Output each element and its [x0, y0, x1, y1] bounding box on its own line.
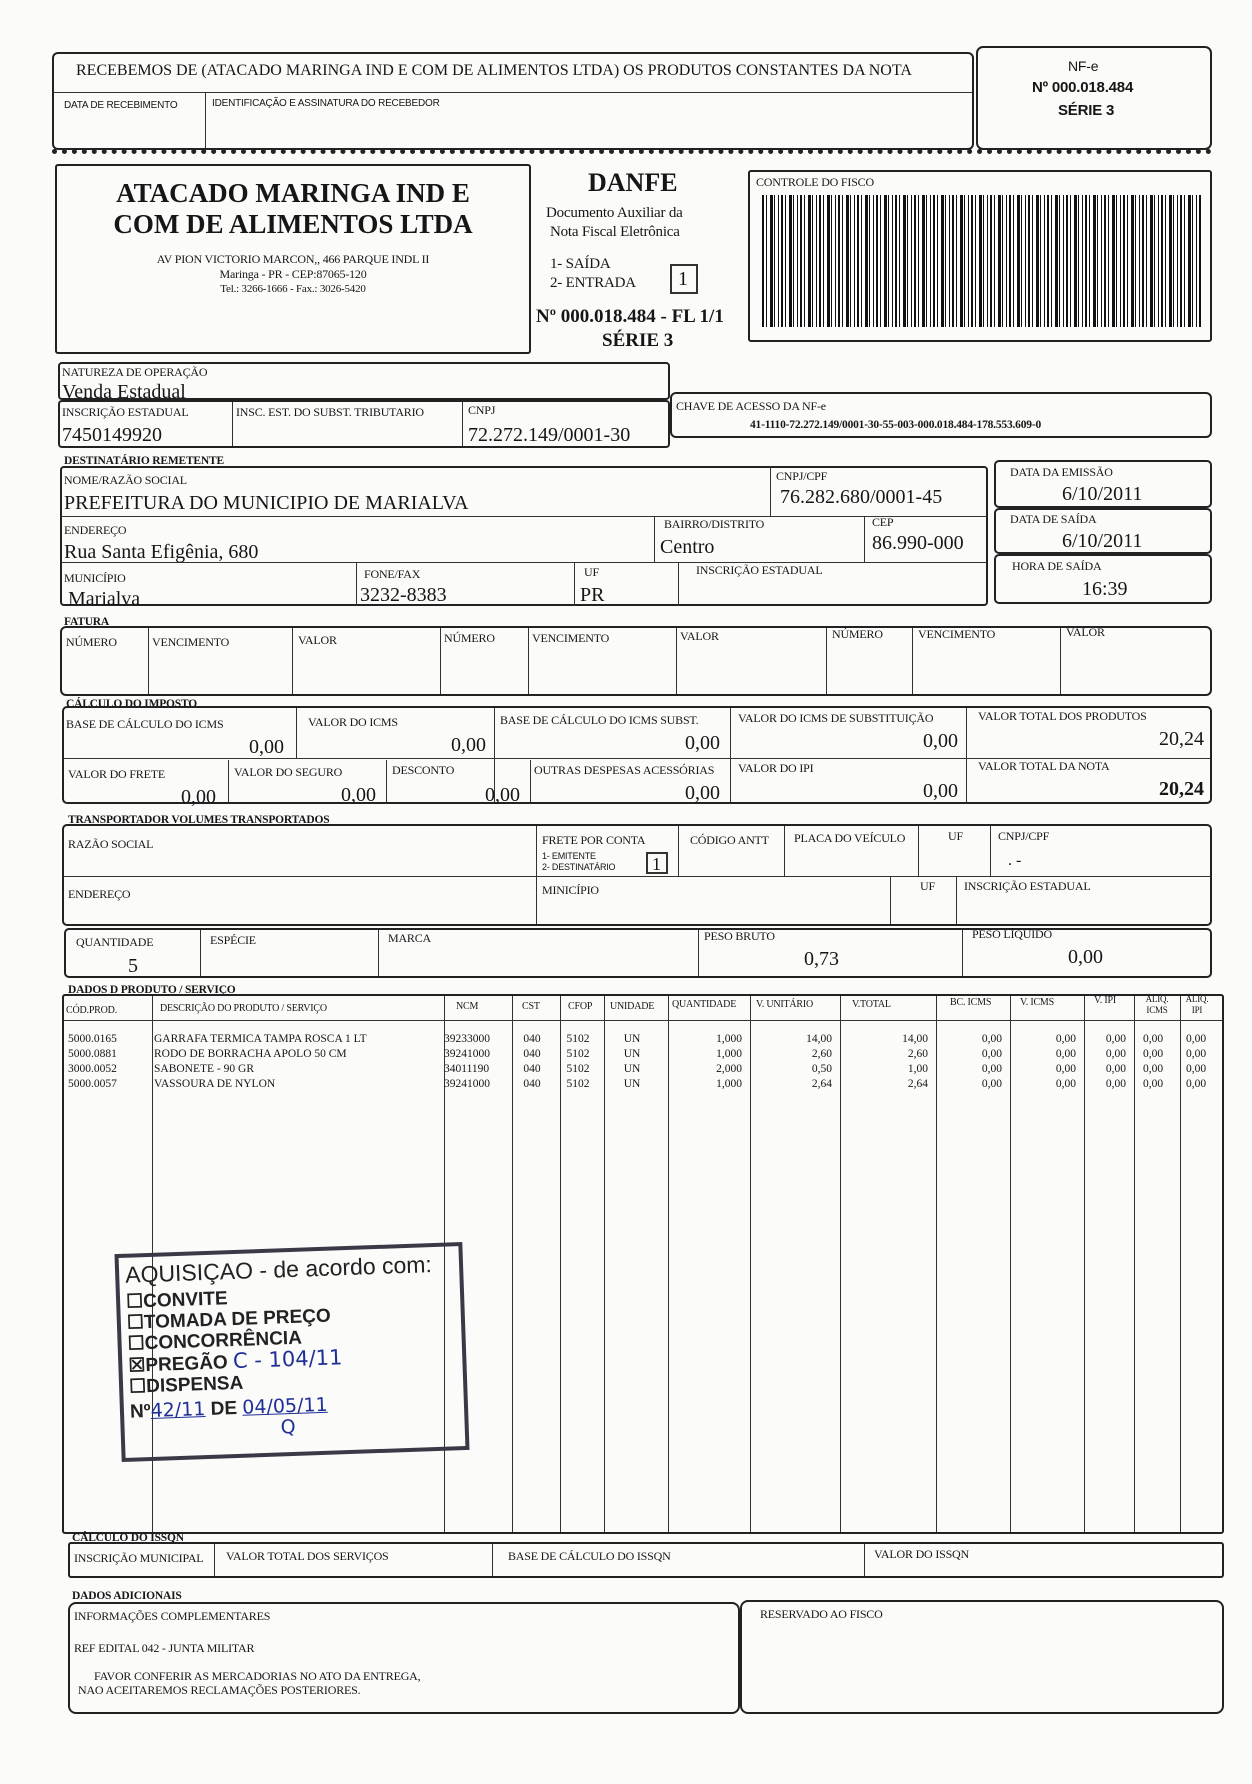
frete: 0,00 [181, 786, 216, 808]
hdr-v-ipi: V. IPI [1094, 995, 1116, 1006]
stamp-opt-convite: ☐CONVITE [125, 1288, 228, 1313]
fatura-numero-2: NÚMERO [444, 631, 495, 645]
danfe-title: DANFE [588, 168, 678, 197]
cell-aliq_icms: 0,00 [1142, 1063, 1164, 1075]
cell-cfop: 5102 [566, 1033, 590, 1045]
transp-quantidade: 5 [128, 955, 138, 977]
fatura-col-5 [676, 628, 677, 694]
cut-line [52, 149, 1212, 154]
base-st: 0,00 [685, 732, 720, 754]
desconto: 0,00 [485, 784, 520, 806]
chave-label: CHAVE DE ACESSO DA NF-e [676, 399, 826, 413]
transp-col-2 [678, 826, 679, 876]
table-row [64, 1032, 1216, 1047]
transp-col-4 [918, 826, 919, 876]
assinatura-label: IDENTIFICAÇÃO E ASSINATURA DO RECEBEDOR [212, 98, 440, 109]
fatura-section: FATURA [64, 616, 110, 628]
hdr-bc-icms: BC. ICMS [950, 997, 992, 1008]
produtos-section: DADOS D PRODUTO / SERVIÇO [68, 984, 236, 996]
cell-bc: 0,00 [981, 1078, 1002, 1090]
stamp-opt-dispensa: ☐DISPENSA [128, 1372, 244, 1398]
receipt-text: RECEBEMOS DE (ATACADO MARINGA IND E COM DE ALIMENTOS LTDA) OS PRODUTOS CONSTANTES DA NOTA [76, 62, 912, 79]
emitente-name-1: ATACADO MARINGA IND E [116, 178, 470, 208]
fatura-col-3 [440, 628, 441, 694]
fatura-numero-3: NÚMERO [832, 627, 883, 641]
fatura-col-7 [912, 628, 913, 694]
table-row [64, 1047, 1216, 1062]
cell-ipi: 0,00 [1105, 1078, 1126, 1090]
emitente-address-2: Maringa - PR - CEP:87065-120 [219, 267, 367, 281]
info-3: NAO ACEITAREMOS RECLAMAÇÕES POSTERIORES. [78, 1683, 361, 1697]
transp-antt-label: CÓDIGO ANTT [690, 833, 769, 847]
dest-cep-label: CEP [872, 515, 894, 529]
fatura-valor-3: VALOR [1066, 625, 1105, 639]
transp-col-3 [784, 826, 785, 876]
dest-endereco: Rua Santa Efigênia, 680 [64, 541, 259, 563]
transp-marca-label: MARCA [388, 931, 432, 945]
hora-saida: 16:39 [1082, 578, 1128, 600]
hdr-cst: CST [522, 1001, 540, 1012]
dest-col-2 [654, 516, 655, 562]
inscricao-div-1 [232, 402, 233, 446]
cell-qtd: 1,000 [716, 1033, 742, 1045]
transp-peso-liquido-label: PESO LÍQUIDO [972, 927, 1052, 941]
base-icms-label: BASE DE CÁLCULO DO ICMS [66, 717, 224, 731]
cell-aliq_icms: 0,00 [1142, 1048, 1164, 1060]
cell-total: 14,00 [902, 1033, 928, 1045]
data-saida-label: DATA DE SAÍDA [1010, 512, 1097, 526]
dest-fone-label: FONE/FAX [364, 567, 421, 581]
hdr-cod: CÓD.PROD. [66, 1005, 117, 1016]
stamp-opt-concorrencia: ☐CONCORRÊNCIA [127, 1327, 303, 1355]
fatura-vencimento-2: VENCIMENTO [532, 631, 610, 645]
dest-col-3 [864, 516, 865, 562]
total-produtos: 20,24 [1159, 728, 1204, 750]
cell-desc: SABONETE - 90 GR [154, 1063, 254, 1075]
transp-placa-label: PLACA DO VEÍCULO [794, 831, 906, 845]
produtos-header-line [64, 1020, 1222, 1021]
nfe-serie: SÉRIE 3 [1058, 102, 1115, 119]
transp-frete-opt1: 1- EMITENTE [542, 851, 596, 861]
cnpj-label: CNPJ [468, 403, 496, 417]
imp-col-3 [730, 708, 731, 802]
data-recebimento-label: DATA DE RECEBIMENTO [64, 100, 178, 111]
data-saida: 6/10/2011 [1062, 530, 1143, 552]
imposto-section: CÁLCULO DO IMPOSTO [66, 698, 198, 710]
cell-unit: 2,60 [811, 1048, 832, 1060]
cell-aliq_icms: 0,00 [1142, 1078, 1164, 1090]
cell-cod: 5000.0881 [68, 1048, 117, 1060]
cell-icms: 0,00 [1055, 1048, 1076, 1060]
cell-qtd: 1,000 [716, 1048, 742, 1060]
issqn-section: CÁLCULO DO ISSQN [72, 1532, 184, 1544]
cell-cst: 040 [523, 1078, 541, 1090]
dest-ie-label: INSCRIÇÃO ESTADUAL [696, 563, 823, 577]
danfe-serie: SÉRIE 3 [602, 330, 674, 351]
issqn-total-label: VALOR TOTAL DOS SERVIÇOS [226, 1549, 389, 1563]
reservado-fisco-label: RESERVADO AO FISCO [760, 1607, 883, 1621]
info-label: INFORMAÇÕES COMPLEMENTARES [74, 1609, 271, 1623]
cell-unit: 14,00 [806, 1033, 832, 1045]
ie-st-label: INSC. EST. DO SUBST. TRIBUTARIO [236, 405, 424, 419]
transp-endereco-label: ENDEREÇO [68, 887, 131, 901]
vol-col-4 [962, 930, 963, 976]
ipi: 0,00 [923, 780, 958, 802]
receipt-col-divider [205, 92, 206, 148]
transp-peso-liquido: 0,00 [1068, 946, 1103, 968]
vol-col-2 [378, 930, 379, 976]
transp-col-5 [990, 826, 991, 876]
cell-ncm: 39233000 [444, 1033, 490, 1045]
cnpj-value: 72.272.149/0001-30 [468, 424, 631, 446]
cell-cod: 5000.0165 [68, 1033, 117, 1045]
cell-bc: 0,00 [981, 1033, 1002, 1045]
danfe-subtitle-2: Nota Fiscal Eletrônica [550, 224, 680, 240]
issqn-col-2 [492, 1544, 493, 1576]
hdr-aliq-ipi: ALIQ. IPI [1185, 994, 1209, 1015]
valor-icms: 0,00 [451, 734, 486, 756]
transp-frete-label: FRETE POR CONTA [542, 833, 646, 847]
dest-bairro: Centro [660, 536, 715, 558]
dest-municipio-label: MUNICÍPIO [64, 571, 126, 585]
dest-bairro-label: BAIRRO/DISTRITO [664, 517, 765, 531]
stamp-extra: Q [280, 1415, 296, 1439]
cell-ncm: 39241000 [444, 1048, 490, 1060]
cell-total: 2,64 [907, 1078, 928, 1090]
hdr-total: V.TOTAL [852, 999, 891, 1010]
transp-row-div [64, 876, 1210, 877]
cell-aliq_ipi: 0,00 [1185, 1048, 1207, 1060]
cell-cod: 3000.0052 [68, 1063, 117, 1075]
dest-fone: 3232-8383 [360, 584, 447, 606]
dest-col-5 [574, 562, 575, 606]
ie-value: 7450149920 [62, 424, 162, 446]
controle-fisco-label: CONTROLE DO FISCO [756, 175, 874, 189]
natureza-value: Venda Estadual [62, 381, 186, 403]
dest-cep: 86.990-000 [872, 532, 964, 554]
cell-cfop: 5102 [566, 1048, 590, 1060]
cell-cfop: 5102 [566, 1063, 590, 1075]
base-icms: 0,00 [249, 736, 284, 758]
info-2: FAVOR CONFERIR AS MERCADORIAS NO ATO DA ENTREGA, [94, 1669, 421, 1683]
cell-un: UN [623, 1033, 641, 1045]
dest-cnpj-label: CNPJ/CPF [776, 469, 828, 483]
fatura-col-6 [826, 628, 827, 694]
dest-row-div-1 [62, 516, 986, 517]
dest-nome-label: NOME/RAZÃO SOCIAL [64, 473, 187, 487]
fatura-vencimento-1: VENCIMENTO [152, 635, 230, 649]
imp-col-4 [966, 708, 967, 802]
cell-desc: VASSOURA DE NYLON [154, 1078, 276, 1090]
fatura-vencimento-3: VENCIMENTO [918, 627, 996, 641]
total-produtos-label: VALOR TOTAL DOS PRODUTOS [978, 709, 1147, 723]
danfe-entrada: 2- ENTRADA [550, 275, 636, 291]
issqn-base-label: BASE DE CÁLCULO DO ISSQN [508, 1549, 671, 1563]
cell-cst: 040 [523, 1048, 541, 1060]
nfe-label: NF-e [1068, 58, 1099, 74]
hdr-v-icms: V. ICMS [1020, 997, 1054, 1008]
imp-col-5 [228, 760, 229, 802]
data-emissao-label: DATA DA EMISSÃO [1010, 465, 1113, 479]
transp-col-7 [956, 876, 957, 924]
cell-unit: 2,64 [811, 1078, 832, 1090]
cell-ipi: 0,00 [1105, 1048, 1126, 1060]
outras-label: OUTRAS DESPESAS ACESSÓRIAS [534, 763, 715, 777]
danfe-saida: 1- SAÍDA [550, 256, 611, 272]
transp-uf2-label: UF [920, 879, 935, 893]
outras: 0,00 [685, 782, 720, 804]
imp-col-7 [530, 760, 531, 802]
receipt-divider [54, 92, 972, 93]
hdr-desc: DESCRIÇÃO DO PRODUTO / SERVIÇO [160, 1003, 327, 1014]
transp-peso-bruto: 0,73 [804, 948, 839, 970]
ie-label: INSCRIÇÃO ESTADUAL [62, 405, 189, 419]
cell-un: UN [623, 1048, 641, 1060]
cell-aliq_ipi: 0,00 [1185, 1078, 1207, 1090]
produtos-rows [64, 1032, 1216, 1092]
transportador-section: TRANSPORTADOR VOLUMES TRANSPORTADOS [68, 814, 330, 826]
transp-frete-val: 1 [652, 854, 661, 874]
ipi-label: VALOR DO IPI [738, 761, 814, 775]
data-emissao: 6/10/2011 [1062, 483, 1143, 505]
emitente-address-3: Tel.: 3266-1666 - Fax.: 3026-5420 [220, 283, 366, 295]
issqn-col-3 [864, 1544, 865, 1576]
dest-col-6 [678, 562, 679, 606]
destinatario-section: DESTINATÁRIO REMETENTE [64, 455, 224, 467]
emitente-address-1: AV PION VICTORIO MARCON,, 466 PARQUE INDL II [156, 252, 430, 266]
cell-un: UN [623, 1063, 641, 1075]
fatura-numero-1: NÚMERO [66, 635, 117, 649]
transp-peso-bruto-label: PESO BRUTO [704, 929, 775, 943]
produtos-table [64, 1032, 1216, 1092]
fatura-col-2 [292, 628, 293, 694]
danfe-tipo: 1 [678, 268, 688, 290]
hdr-aliq-icms: ALIQ. ICMS [1145, 994, 1169, 1015]
stamp-opt-pregao: ☒PREGÃO C - 104/11 [128, 1345, 343, 1377]
adicionais-section: DADOS ADICIONAIS [72, 1590, 182, 1602]
aquisicao-stamp [114, 1242, 469, 1462]
valor-icms-label: VALOR DO ICMS [308, 715, 398, 729]
cell-unit: 0,50 [811, 1063, 832, 1075]
hdr-ncm: NCM [456, 1001, 479, 1012]
fatura-col-8 [1060, 628, 1061, 694]
table-row [64, 1077, 1216, 1092]
transp-cnpj: . - [1008, 852, 1022, 869]
cell-aliq_ipi: 0,00 [1185, 1033, 1207, 1045]
cell-cst: 040 [523, 1033, 541, 1045]
dest-col-1 [770, 466, 771, 516]
cell-qtd: 2,000 [716, 1063, 742, 1075]
stamp-numero: Nº42/11 DE 04/05/11 [129, 1393, 328, 1423]
cell-un: UN [623, 1078, 641, 1090]
issqn-valor-label: VALOR DO ISSQN [874, 1547, 969, 1561]
inscricao-div-2 [462, 402, 463, 446]
cell-icms: 0,00 [1055, 1078, 1076, 1090]
transp-razao-label: RAZÃO SOCIAL [68, 837, 154, 851]
transp-municipio-label: MINICÍPIO [542, 883, 599, 897]
cell-total: 1,00 [907, 1063, 928, 1075]
transp-frete-opt2: 2- DESTINATÁRIO [542, 862, 616, 872]
cell-aliq_ipi: 0,00 [1185, 1063, 1207, 1075]
seguro: 0,00 [341, 784, 376, 806]
fatura-valor-2: VALOR [680, 629, 719, 643]
desconto-label: DESCONTO [392, 763, 455, 777]
base-st-label: BASE DE CÁLCULO DO ICMS SUBST. [500, 713, 699, 727]
cell-cfop: 5102 [566, 1078, 590, 1090]
dest-endereco-label: ENDEREÇO [64, 523, 127, 537]
cell-aliq_icms: 0,00 [1142, 1033, 1164, 1045]
transp-especie-label: ESPÉCIE [210, 933, 256, 947]
seguro-label: VALOR DO SEGURO [234, 765, 343, 779]
fatura-col-1 [148, 628, 149, 694]
total-nota: 20,24 [1159, 778, 1204, 800]
vol-col-3 [698, 930, 699, 976]
natureza-label: NATUREZA DE OPERAÇÃO [62, 365, 208, 379]
table-row [64, 1062, 1216, 1077]
cell-desc: GARRAFA TERMICA TAMPA ROSCA 1 LT [154, 1033, 367, 1045]
dest-cnpj: 76.282.680/0001-45 [780, 486, 943, 508]
imp-col-6 [386, 760, 387, 802]
cell-icms: 0,00 [1055, 1033, 1076, 1045]
cell-bc: 0,00 [981, 1048, 1002, 1060]
hdr-cfop: CFOP [568, 1001, 593, 1012]
dest-col-4 [356, 562, 357, 606]
dest-municipio: Marialva [68, 588, 141, 610]
cell-ipi: 0,00 [1105, 1063, 1126, 1075]
cell-cod: 5000.0057 [68, 1078, 117, 1090]
chave-value: 41-1110-72.272.149/0001-30-55-003-000.018.484-178.553.609-0 [750, 419, 1042, 431]
hdr-unitario: V. UNITÁRIO [756, 999, 814, 1010]
transp-uf-label: UF [948, 829, 963, 843]
cell-ncm: 34011190 [444, 1063, 490, 1075]
transp-cnpj-label: CNPJ/CPF [998, 829, 1050, 843]
transp-col-6 [890, 876, 891, 924]
hdr-quantidade: QUANTIDADE [672, 999, 737, 1010]
info-1: REF EDITAL 042 - JUNTA MILITAR [74, 1641, 255, 1655]
valor-st-label: VALOR DO ICMS DE SUBSTITUIÇÃO [738, 711, 934, 725]
cell-desc: RODO DE BORRACHA APOLO 50 CM [154, 1048, 347, 1060]
danfe-numero: Nº 000.018.484 - FL 1/1 [536, 306, 724, 327]
issqn-col-1 [214, 1544, 215, 1576]
vol-col-1 [200, 930, 201, 976]
dest-uf: PR [580, 584, 605, 606]
dest-uf-label: UF [584, 565, 599, 579]
imp-col-1 [296, 708, 297, 758]
emitente-name-2: COM DE ALIMENTOS LTDA [113, 209, 473, 239]
cell-icms: 0,00 [1055, 1063, 1076, 1075]
hora-saida-label: HORA DE SAÍDA [1012, 559, 1102, 573]
barcode [762, 195, 1202, 327]
transp-ie-label: INSCRIÇÃO ESTADUAL [964, 879, 1091, 893]
transp-quantidade-label: QUANTIDADE [76, 935, 154, 949]
cell-bc: 0,00 [981, 1063, 1002, 1075]
cell-qtd: 1,000 [716, 1078, 742, 1090]
stamp-opt-tomada: ☐TOMADA DE PREÇO [126, 1305, 332, 1334]
fatura-col-4 [528, 628, 529, 694]
fatura-box [60, 626, 1212, 696]
stamp-title: AQUISIÇAO - de acordo com: [124, 1251, 433, 1288]
hdr-unidade: UNIDADE [610, 1001, 655, 1012]
danfe-subtitle-1: Documento Auxiliar da [546, 205, 683, 221]
cell-total: 2,60 [907, 1048, 928, 1060]
frete-label: VALOR DO FRETE [68, 767, 165, 781]
cell-cst: 040 [523, 1063, 541, 1075]
issqn-inscricao-label: INSCRIÇÃO MUNICIPAL [74, 1551, 204, 1565]
cell-ncm: 39241000 [444, 1078, 490, 1090]
total-nota-label: VALOR TOTAL DA NOTA [978, 759, 1110, 773]
valor-st: 0,00 [923, 730, 958, 752]
dest-nome: PREFEITURA DO MUNICIPIO DE MARIALVA [64, 492, 469, 514]
nfe-number: Nº 000.018.484 [1032, 79, 1134, 96]
transp-col-1 [536, 826, 537, 924]
cell-ipi: 0,00 [1105, 1033, 1126, 1045]
fatura-valor-1: VALOR [298, 633, 337, 647]
